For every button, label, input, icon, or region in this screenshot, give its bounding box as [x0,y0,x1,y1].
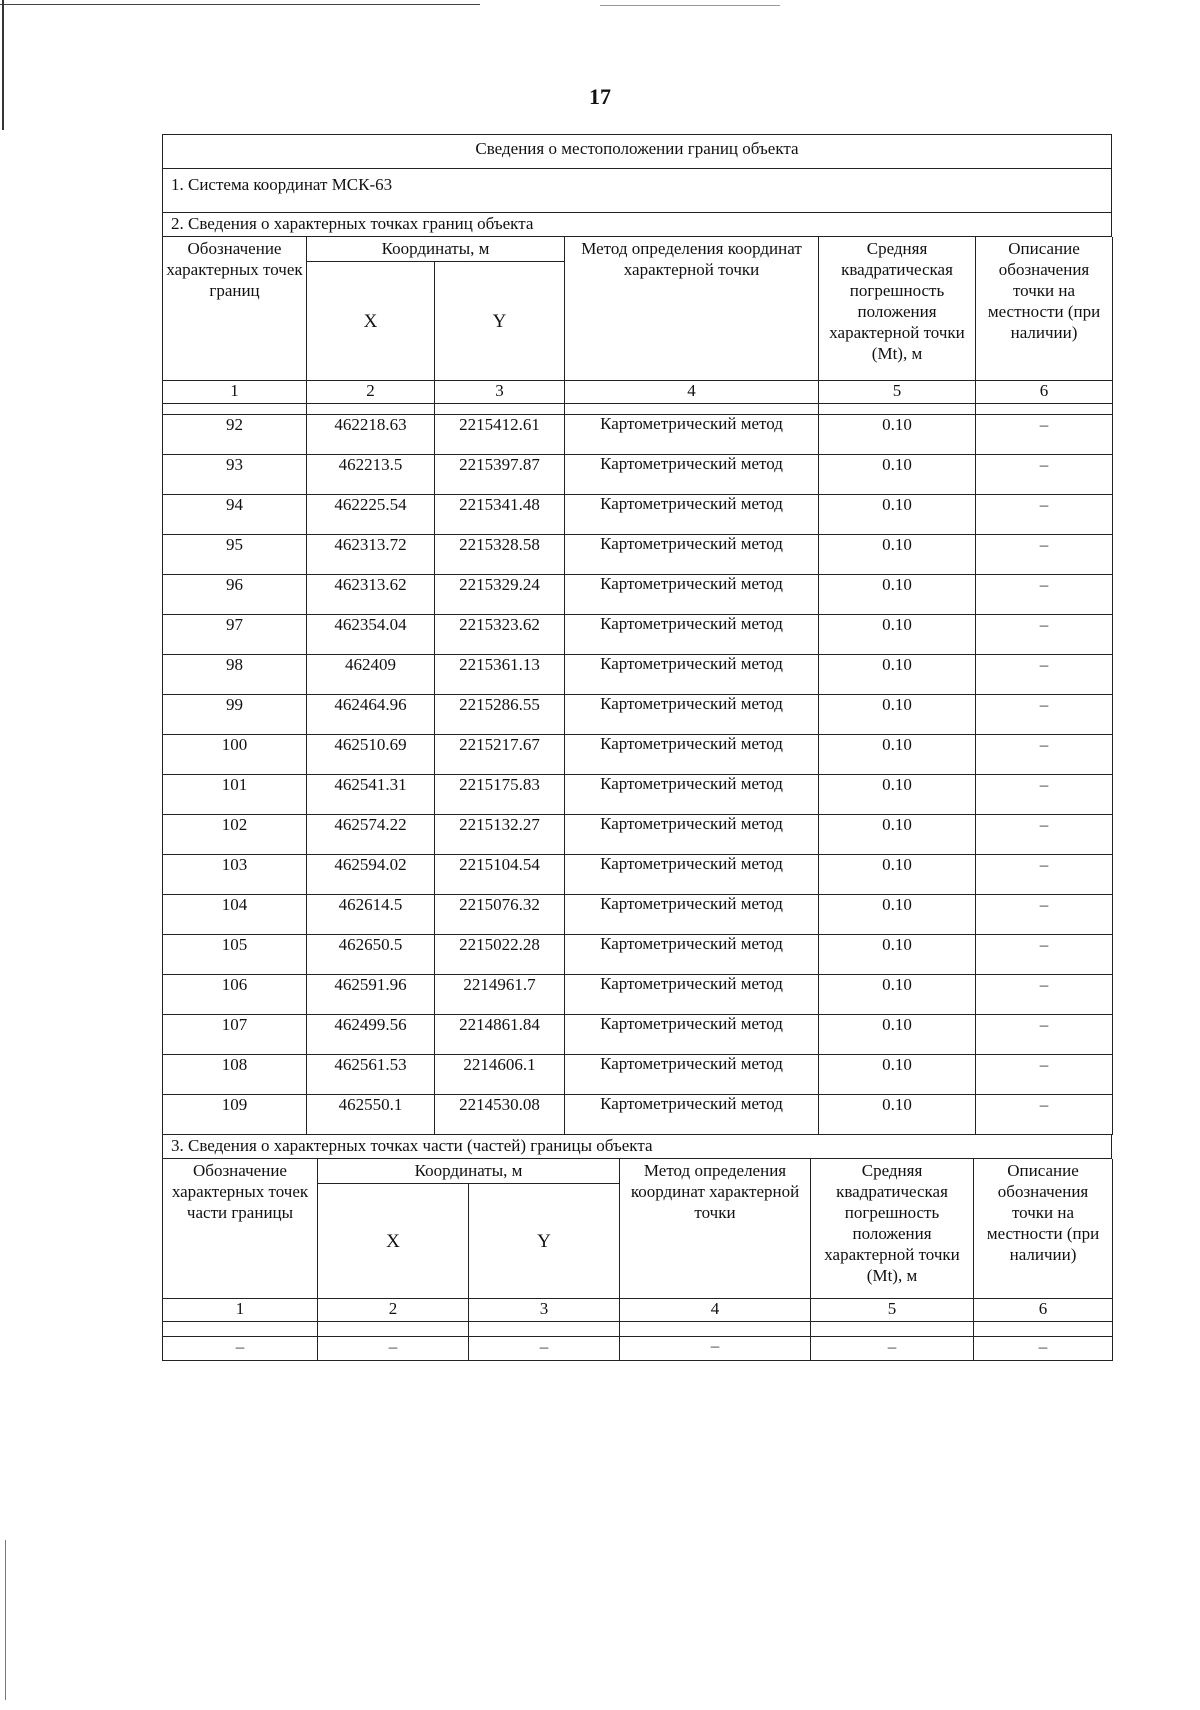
cell-point: 92 [163,415,307,455]
table-row [163,1337,1113,1361]
header-error: Средняя квадратическая погрешность положения характерной точки (Mt), м [811,1159,974,1299]
cell-x: 462510.69 [307,735,435,775]
column-number: 2 [318,1299,469,1322]
cell-method: Картометрический метод [565,855,819,895]
cell-description: – [976,775,1113,815]
header-coords: Координаты, м [307,237,565,262]
section3-title: 3. Сведения о характерных точках части (частей) границы объекта [163,1135,1111,1159]
cell-y: 2215397.87 [435,455,565,495]
cell-description: – [976,975,1113,1015]
cell-y: 2215217.67 [435,735,565,775]
column-number: 1 [163,1299,318,1322]
cell-y: 2215323.62 [435,615,565,655]
page-number: 17 [589,84,611,109]
cell-description: – [976,575,1113,615]
cell-x: 462213.5 [307,455,435,495]
cell-point: 102 [163,815,307,855]
cell-method: Картометрический метод [565,1095,819,1135]
header-method: Метод определения координат характерной точки [565,237,819,381]
table-row [163,1095,1113,1135]
cell-x: 462313.72 [307,535,435,575]
header-row [163,237,1113,262]
cell-x: 462650.5 [307,935,435,975]
cell-x: 462313.62 [307,575,435,615]
cell-error: 0.10 [819,615,976,655]
cell-point: 94 [163,495,307,535]
cell-description: – [976,655,1113,695]
header-error: Средняя квадратическая погрешность положения характерной точки (Mt), м [819,237,976,381]
column-number: 3 [435,381,565,404]
cell-y: 2215286.55 [435,695,565,735]
scan-artifact-line [0,4,480,5]
cell-y: 2214861.84 [435,1015,565,1055]
table-row [163,815,1113,855]
header-x: X [318,1184,469,1299]
cell-error: 0.10 [819,815,976,855]
cell-description: – [976,1055,1113,1095]
table-row [163,1055,1113,1095]
cell-x: 462218.63 [307,415,435,455]
cell-error: 0.10 [819,415,976,455]
section3-table [162,1159,1113,1361]
cell-x: 462464.96 [307,695,435,735]
column-number: 3 [469,1299,620,1322]
table-row [163,415,1113,455]
coordinate-system: 1. Система координат МСК-63 [163,169,1111,213]
cell-point: 103 [163,855,307,895]
table-row [163,575,1113,615]
cell-error: 0.10 [819,935,976,975]
column-number: 4 [565,381,819,404]
cell-error: 0.10 [819,1055,976,1095]
cell-point: 96 [163,575,307,615]
table-row [163,855,1113,895]
cell-point: 100 [163,735,307,775]
table-row [163,775,1113,815]
cell-error: 0.10 [819,1015,976,1055]
cell-y: 2214606.1 [435,1055,565,1095]
cell-point: 97 [163,615,307,655]
cell-y: 2215329.24 [435,575,565,615]
cell-error: – [811,1337,974,1361]
scan-artifact-line [600,5,780,6]
spacer-row [163,1322,1113,1337]
header-method: Метод определения координат характерной точки [620,1159,811,1299]
column-number-row [163,381,1113,404]
spacer-row [163,404,1113,415]
scan-artifact-edge [2,0,4,130]
cell-error: 0.10 [819,1095,976,1135]
cell-method: Картометрический метод [565,455,819,495]
cell-description: – [974,1337,1113,1361]
cell-method: – [620,1337,811,1361]
cell-point: 101 [163,775,307,815]
table-row [163,935,1113,975]
header-row [163,1159,1113,1184]
table-row [163,1015,1113,1055]
header-description: Описание обозначения точки на местности (при наличии) [976,237,1113,381]
cell-error: 0.10 [819,895,976,935]
table-row [163,615,1113,655]
column-number-row [163,1299,1113,1322]
cell-method: Картометрический метод [565,655,819,695]
cell-description: – [976,535,1113,575]
cell-point: 106 [163,975,307,1015]
cell-method: Картометрический метод [565,895,819,935]
table-row [163,535,1113,575]
cell-y: – [469,1337,620,1361]
cell-description: – [976,735,1113,775]
cell-x: 462499.56 [307,1015,435,1055]
header-y: Y [435,262,565,381]
cell-description: – [976,855,1113,895]
cell-y: 2214530.08 [435,1095,565,1135]
cell-description: – [976,695,1113,735]
table-row [163,455,1113,495]
cell-error: 0.10 [819,575,976,615]
header-point: Обозначение характерных точек части границы [163,1159,318,1299]
cell-method: Картометрический метод [565,695,819,735]
section2-title: 2. Сведения о характерных точках границ объекта [163,213,1111,237]
cell-y: 2215104.54 [435,855,565,895]
header-point: Обозначение характерных точек границ [163,237,307,381]
cell-description: – [976,495,1113,535]
section2-table [162,237,1113,1135]
cell-method: Картометрический метод [565,1015,819,1055]
cell-error: 0.10 [819,535,976,575]
header-y: Y [469,1184,620,1299]
cell-error: 0.10 [819,855,976,895]
cell-error: 0.10 [819,975,976,1015]
cell-point: 107 [163,1015,307,1055]
cell-x: – [318,1337,469,1361]
cell-method: Картометрический метод [565,815,819,855]
table-row [163,495,1113,535]
cell-point: 105 [163,935,307,975]
table-row [163,695,1113,735]
cell-description: – [976,1015,1113,1055]
column-number: 4 [620,1299,811,1322]
cell-method: Картометрический метод [565,495,819,535]
cell-y: 2215132.27 [435,815,565,855]
header-coords: Координаты, м [318,1159,620,1184]
cell-x: 462225.54 [307,495,435,535]
table-row [163,655,1113,695]
cell-error: 0.10 [819,735,976,775]
column-number: 2 [307,381,435,404]
cell-description: – [976,1095,1113,1135]
cell-error: 0.10 [819,775,976,815]
cell-x: 462550.1 [307,1095,435,1135]
cell-x: 462574.22 [307,815,435,855]
cell-x: 462354.04 [307,615,435,655]
cell-y: 2215412.61 [435,415,565,455]
cell-description: – [976,935,1113,975]
cell-method: Картометрический метод [565,415,819,455]
cell-description: – [976,815,1113,855]
cell-x: 462614.5 [307,895,435,935]
scan-artifact-edge [5,1540,6,1700]
cell-y: 2215022.28 [435,935,565,975]
cell-x: 462561.53 [307,1055,435,1095]
column-number: 5 [819,381,976,404]
cell-error: 0.10 [819,495,976,535]
cell-description: – [976,615,1113,655]
column-number: 6 [976,381,1113,404]
cell-description: – [976,415,1113,455]
cell-error: 0.10 [819,695,976,735]
cell-method: Картометрический метод [565,535,819,575]
cell-y: 2215341.48 [435,495,565,535]
cell-y: 2214961.7 [435,975,565,1015]
cell-method: Картометрический метод [565,1055,819,1095]
cell-x: 462541.31 [307,775,435,815]
cell-method: Картометрический метод [565,615,819,655]
boundary-info-document [162,134,1112,1361]
document-title: Сведения о местоположении границ объекта [163,135,1111,169]
cell-point: 109 [163,1095,307,1135]
cell-x: 462591.96 [307,975,435,1015]
cell-description: – [976,455,1113,495]
cell-x: 462409 [307,655,435,695]
section3-frame [162,1135,1112,1159]
cell-point: 99 [163,695,307,735]
cell-point: – [163,1337,318,1361]
cell-point: 95 [163,535,307,575]
cell-y: 2215328.58 [435,535,565,575]
cell-y: 2215175.83 [435,775,565,815]
table-row [163,975,1113,1015]
cell-method: Картометрический метод [565,975,819,1015]
cell-description: – [976,895,1113,935]
column-number: 6 [974,1299,1113,1322]
table-row [163,735,1113,775]
cell-x: 462594.02 [307,855,435,895]
column-number: 5 [811,1299,974,1322]
cell-method: Картометрический метод [565,935,819,975]
cell-error: 0.10 [819,655,976,695]
cell-y: 2215361.13 [435,655,565,695]
cell-point: 108 [163,1055,307,1095]
header-x: X [307,262,435,381]
cell-method: Картометрический метод [565,575,819,615]
cell-point: 93 [163,455,307,495]
cell-error: 0.10 [819,455,976,495]
document-frame [162,134,1112,237]
cell-method: Картометрический метод [565,735,819,775]
cell-y: 2215076.32 [435,895,565,935]
cell-method: Картометрический метод [565,775,819,815]
table-row [163,895,1113,935]
cell-point: 98 [163,655,307,695]
cell-point: 104 [163,895,307,935]
column-number: 1 [163,381,307,404]
header-description: Описание обозначения точки на местности (при наличии) [974,1159,1113,1299]
